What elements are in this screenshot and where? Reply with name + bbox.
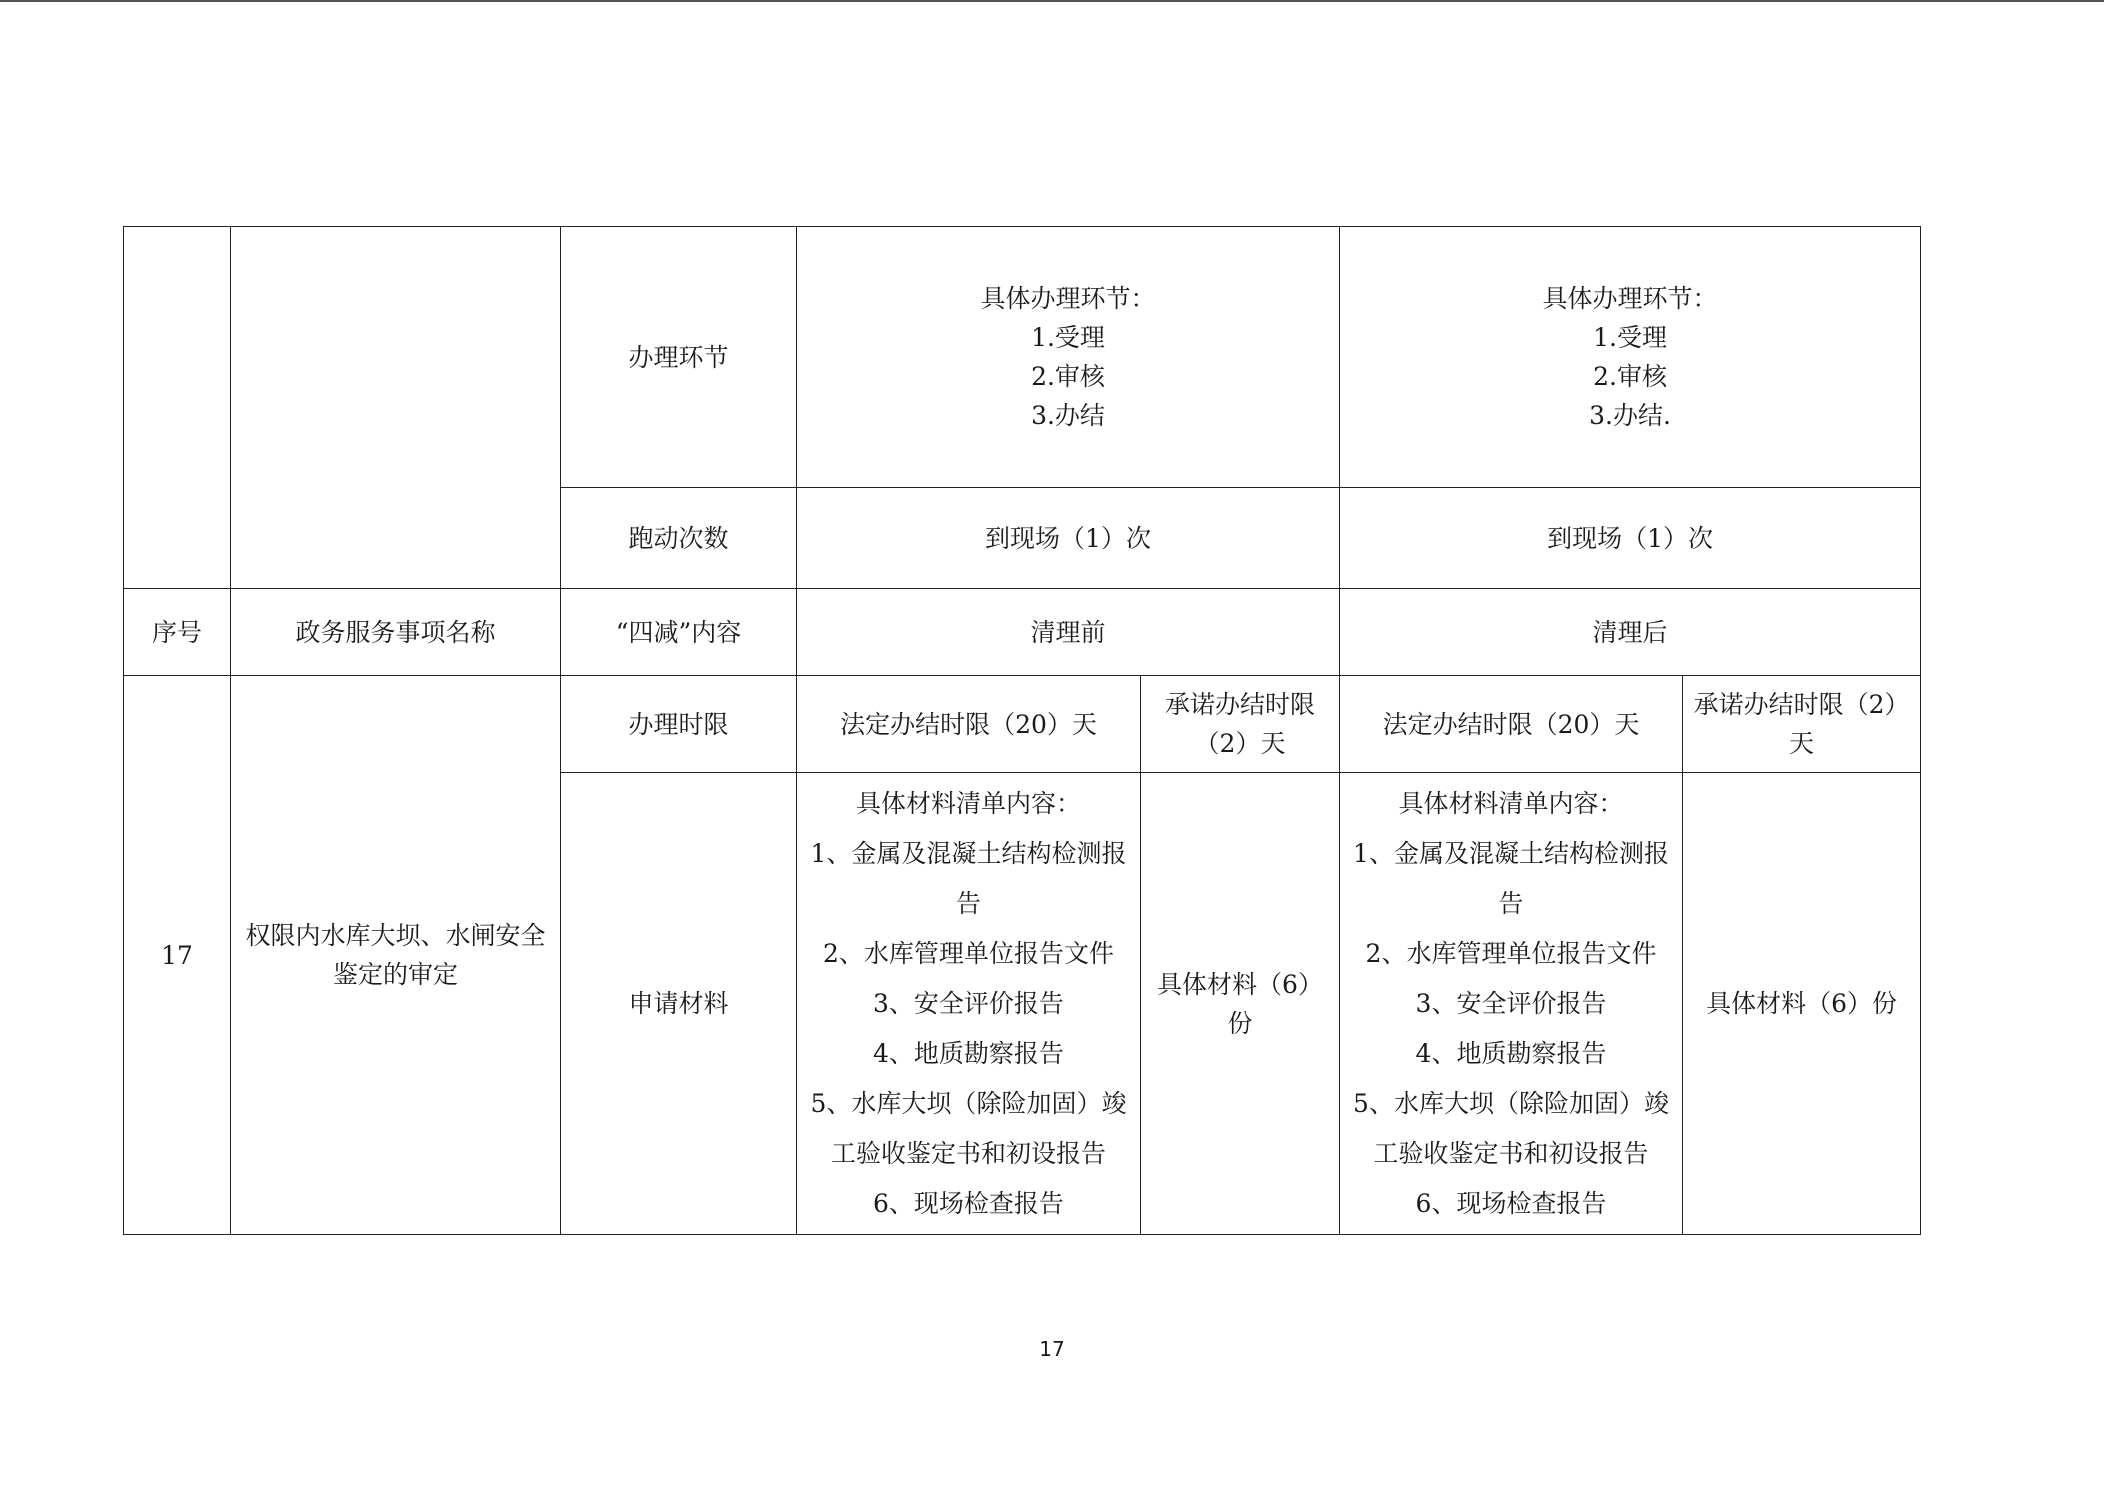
list-item: 5、水库大坝（除险加固）竣: [810, 1088, 1127, 1118]
list-item: 具体材料清单内容：: [1398, 788, 1624, 818]
materials-before-list: [797, 773, 1141, 1235]
list-item: 1.受理: [1593, 323, 1667, 352]
list-item: 2.审核: [1031, 362, 1105, 391]
list-item: 1、金属及混凝土结构检测报: [1353, 838, 1669, 868]
promise-line: （2）天: [1194, 729, 1286, 758]
steps-after-cell: [1340, 227, 1921, 488]
materials-after-count: 具体材料（6）份: [1683, 773, 1921, 1235]
time-before-legal: 法定办结时限（20）天: [797, 676, 1141, 773]
materials-label: 申请材料: [561, 773, 797, 1235]
list-item: 2.审核: [1593, 362, 1667, 391]
visits-after: 到现场（1）次: [1340, 488, 1921, 589]
list-item: 工验收鉴定书和初设报告: [1373, 1138, 1649, 1168]
service-table: [123, 226, 1921, 1235]
table-row-time-limit: [124, 676, 1921, 773]
list-item: 3.办结.: [1589, 401, 1671, 430]
count-line: 份: [1227, 1008, 1253, 1038]
time-limit-label: 办理时限: [561, 676, 797, 773]
header-name: 政务服务事项名称: [231, 589, 561, 676]
materials-after-list: [1340, 773, 1683, 1235]
blank-seq-cell: [124, 227, 231, 589]
steps-after-title: 具体办理环节：: [1542, 284, 1718, 313]
materials-before-count: [1141, 773, 1340, 1235]
header-after: 清理后: [1340, 589, 1921, 676]
time-after-promise: [1683, 676, 1921, 773]
list-item: 3.办结: [1031, 401, 1105, 430]
list-item: 4、地质勘察报告: [1415, 1038, 1607, 1068]
item-name-line: 鉴定的审定: [332, 960, 458, 989]
list-item: 2、水库管理单位报告文件: [1365, 938, 1657, 968]
table-header-row: [124, 589, 1921, 676]
list-item: 告: [955, 888, 981, 918]
table-row-steps: [124, 227, 1921, 488]
blank-name-cell: [231, 227, 561, 589]
time-before-promise: [1141, 676, 1340, 773]
steps-before-cell: [797, 227, 1340, 488]
list-item: 2、水库管理单位报告文件: [823, 938, 1114, 968]
list-item: 1、金属及混凝土结构检测报: [810, 838, 1127, 868]
top-border-line: [0, 0, 2104, 2]
list-item: 4、地质勘察报告: [873, 1038, 1064, 1068]
time-after-legal: 法定办结时限（20）天: [1340, 676, 1683, 773]
count-line: 具体材料（6）: [1157, 969, 1323, 999]
item-name-line: 权限内水库大坝、水闸安全: [245, 921, 546, 950]
item-name: [231, 676, 561, 1235]
visits-label: 跑动次数: [561, 488, 797, 589]
steps-label: 办理环节: [561, 227, 797, 488]
header-content: “四减”内容: [561, 589, 797, 676]
header-seq: 序号: [124, 589, 231, 676]
page-number: 17: [1039, 1337, 1065, 1361]
promise-line: 承诺办结时限（2）: [1693, 690, 1910, 719]
header-before: 清理前: [797, 589, 1340, 676]
list-item: 1.受理: [1031, 323, 1105, 352]
visits-before: 到现场（1）次: [797, 488, 1340, 589]
list-item: 具体材料清单内容：: [855, 788, 1081, 818]
promise-line: 天: [1789, 729, 1815, 758]
list-item: 6、现场检查报告: [1415, 1188, 1607, 1218]
list-item: 5、水库大坝（除险加固）竣: [1353, 1088, 1669, 1118]
list-item: 3、安全评价报告: [1415, 988, 1607, 1018]
steps-before-title: 具体办理环节：: [980, 284, 1156, 313]
promise-line: 承诺办结时限: [1165, 690, 1316, 719]
list-item: 6、现场检查报告: [873, 1188, 1064, 1218]
list-item: 告: [1498, 888, 1524, 918]
list-item: 工验收鉴定书和初设报告: [830, 1138, 1106, 1168]
item-seq: 17: [124, 676, 231, 1235]
list-item: 3、安全评价报告: [873, 988, 1064, 1018]
